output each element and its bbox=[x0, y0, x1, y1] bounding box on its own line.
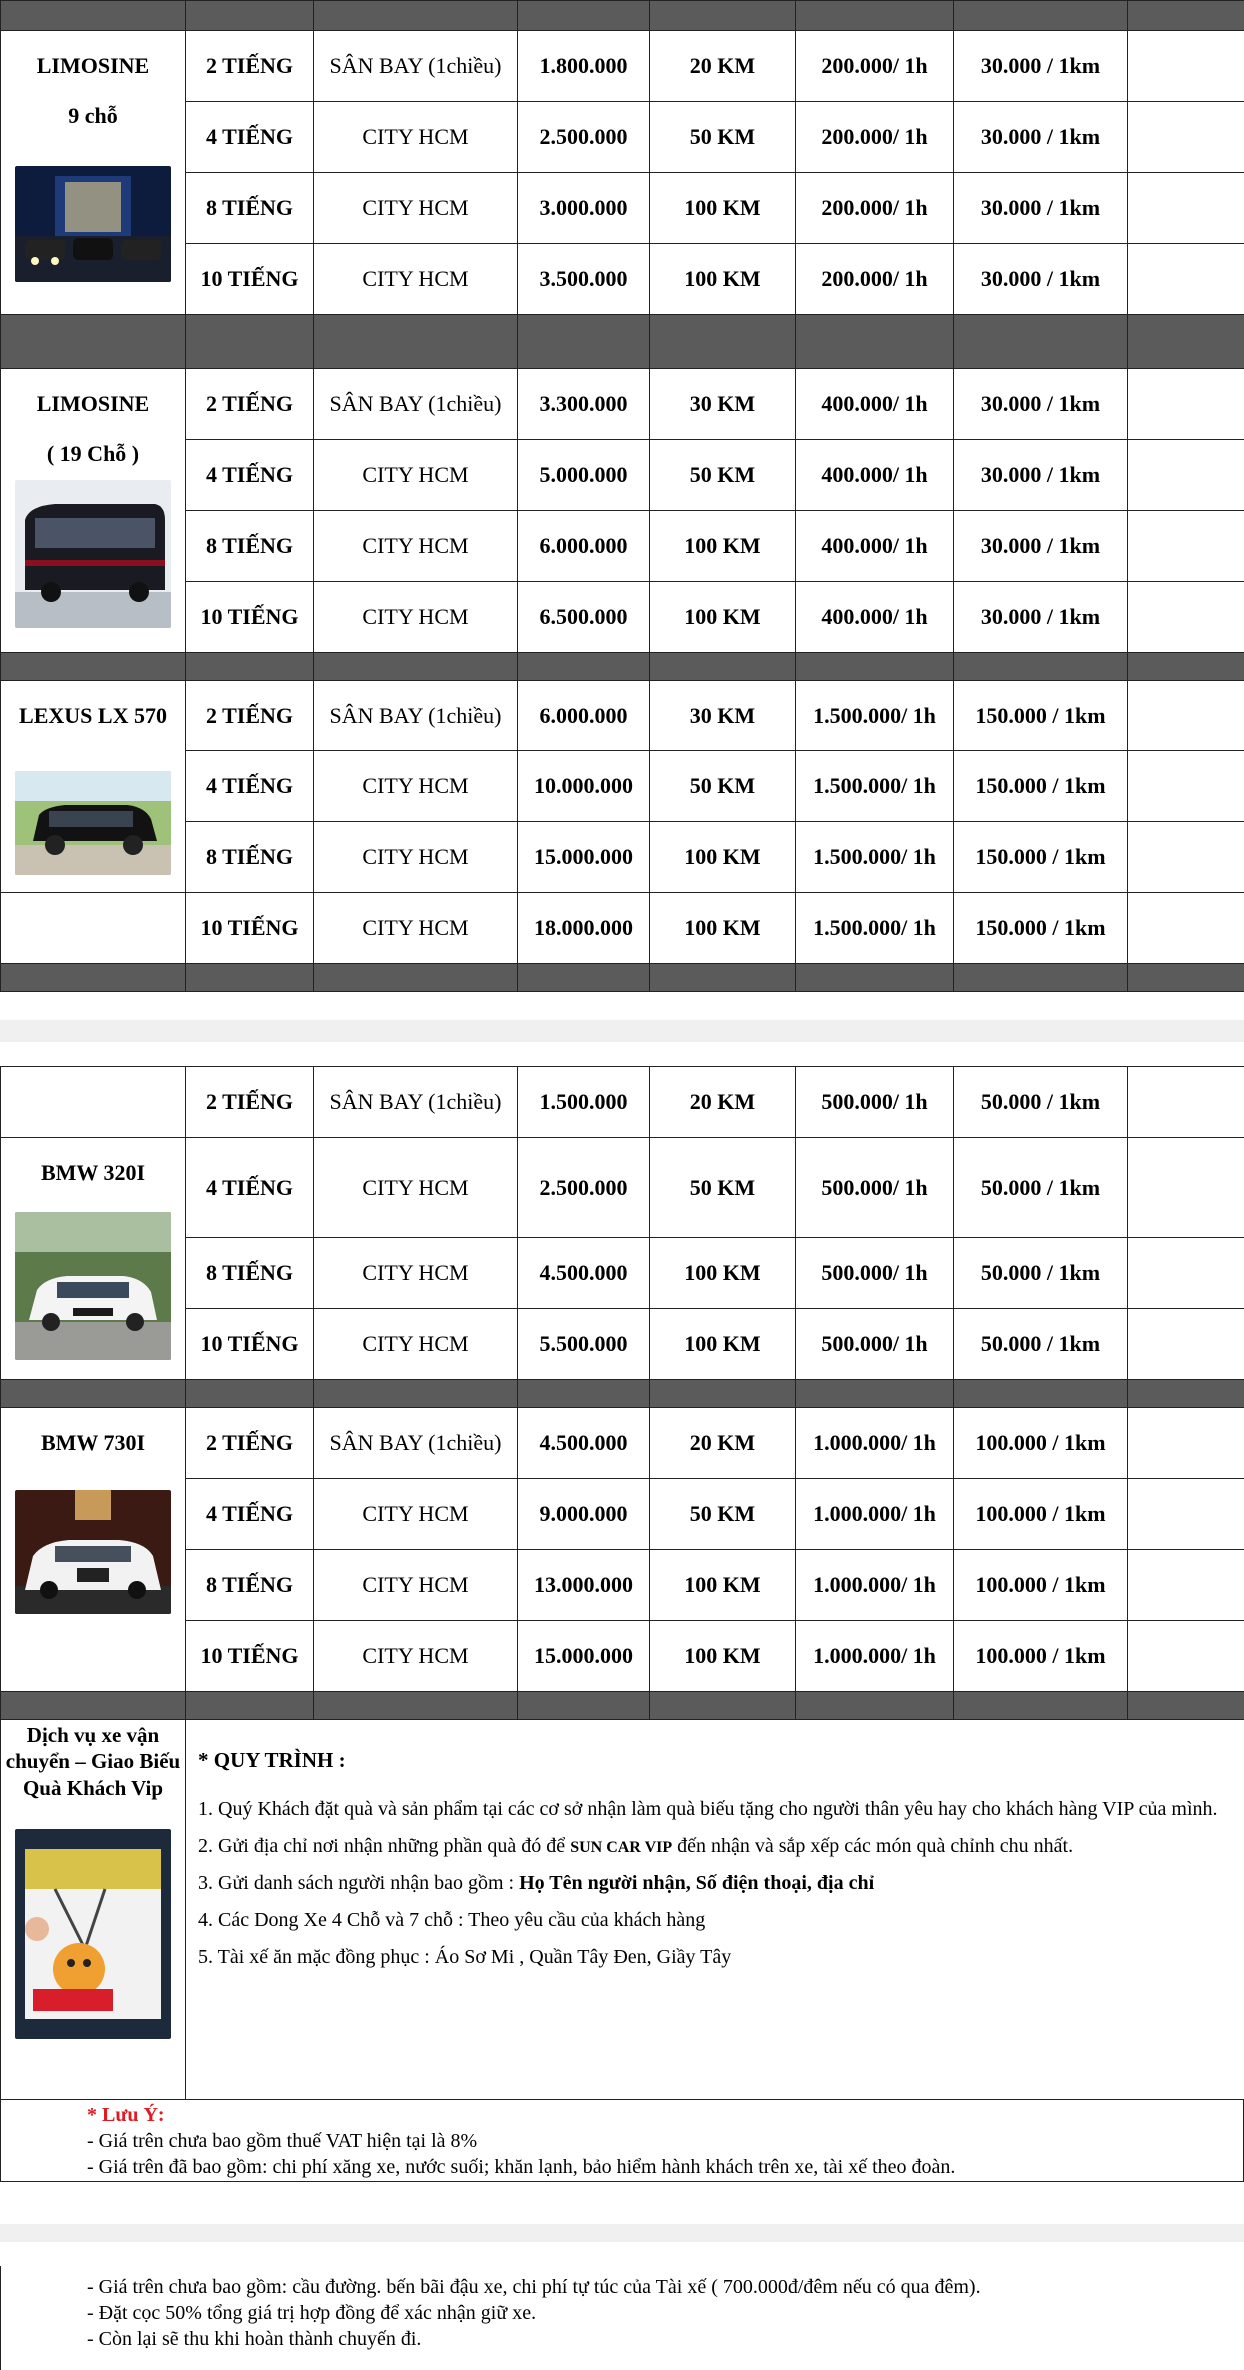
separator-band bbox=[1, 964, 1244, 992]
vehicle-seats: 9 chỗ bbox=[68, 103, 118, 129]
vehicle-cell bbox=[1, 1408, 186, 1692]
table-row bbox=[1, 681, 1244, 751]
table-row bbox=[1, 511, 1244, 582]
extra-hour: 1.000.000/ 1h bbox=[796, 1621, 954, 1692]
distance: 50 KM bbox=[650, 102, 796, 173]
route: SÂN BAY (1chiều) bbox=[314, 31, 518, 102]
price: 3.500.000 bbox=[518, 244, 650, 315]
distance: 20 KM bbox=[650, 1408, 796, 1479]
duration: 2 TIẾNG bbox=[186, 369, 314, 440]
duration: 4 TIẾNG bbox=[186, 751, 314, 822]
price: 9.000.000 bbox=[518, 1479, 650, 1550]
distance: 100 KM bbox=[650, 893, 796, 964]
extra-hour: 1.000.000/ 1h bbox=[796, 1550, 954, 1621]
extra-hour: 400.000/ 1h bbox=[796, 369, 954, 440]
extra-km: 150.000 / 1km bbox=[954, 893, 1128, 964]
extra-km: 30.000 / 1km bbox=[954, 173, 1128, 244]
table-row bbox=[1, 31, 1244, 102]
route: CITY HCM bbox=[314, 244, 518, 315]
note-line: - Giá trên chưa bao gồm thuế VAT hiện tại là 8% bbox=[87, 2130, 478, 2152]
extra-km: 150.000 / 1km bbox=[954, 751, 1128, 822]
duration: 4 TIẾNG bbox=[186, 1138, 314, 1238]
duration: 10 TIẾNG bbox=[186, 1621, 314, 1692]
duration: 10 TIẾNG bbox=[186, 1309, 314, 1380]
page-gap bbox=[0, 1020, 1244, 1042]
gift-service-cell bbox=[1, 1720, 186, 2100]
extra-hour: 1.500.000/ 1h bbox=[796, 822, 954, 893]
process-step-3: 3. Gửi danh sách người nhận bao gồm : Họ Tên người nhận, Số điện thoại, địa chỉ bbox=[198, 1872, 875, 1895]
extra-hour: 1.500.000/ 1h bbox=[796, 681, 954, 751]
notes-heading: * Lưu Ý: bbox=[87, 2104, 165, 2126]
price-table-2 bbox=[0, 1066, 1244, 2100]
price: 2.500.000 bbox=[518, 102, 650, 173]
duration: 10 TIẾNG bbox=[186, 244, 314, 315]
route: CITY HCM bbox=[314, 1238, 518, 1309]
distance: 100 KM bbox=[650, 1621, 796, 1692]
duration: 8 TIẾNG bbox=[186, 173, 314, 244]
table-row bbox=[1, 1138, 1244, 1238]
gift-service-title: Dịch vụ xe vận chuyển – Giao Biếu Quà Khách Vip bbox=[5, 1723, 181, 1800]
route: CITY HCM bbox=[314, 1479, 518, 1550]
table-row bbox=[1, 1067, 1244, 1138]
price: 5.500.000 bbox=[518, 1309, 650, 1380]
route: CITY HCM bbox=[314, 822, 518, 893]
table-row bbox=[1, 244, 1244, 315]
extra-km: 150.000 / 1km bbox=[954, 822, 1128, 893]
bottom-notes-section bbox=[0, 2266, 1244, 2370]
table-row bbox=[1, 173, 1244, 244]
duration: 4 TIẾNG bbox=[186, 102, 314, 173]
route: SÂN BAY (1chiều) bbox=[314, 681, 518, 751]
duration: 10 TIẾNG bbox=[186, 582, 314, 653]
route: CITY HCM bbox=[314, 1309, 518, 1380]
price: 3.000.000 bbox=[518, 173, 650, 244]
duration: 8 TIẾNG bbox=[186, 822, 314, 893]
extra-hour: 500.000/ 1h bbox=[796, 1067, 954, 1138]
duration: 2 TIẾNG bbox=[186, 1067, 314, 1138]
distance: 100 KM bbox=[650, 822, 796, 893]
note-line: - Giá trên chưa bao gồm: cầu đường. bến bãi đậu xe, chi phí tự túc của Tài xế ( 700.000đ/đêm nếu có qua đêm). bbox=[87, 2276, 981, 2298]
route: CITY HCM bbox=[314, 1138, 518, 1238]
duration: 4 TIẾNG bbox=[186, 1479, 314, 1550]
notes-section bbox=[0, 2100, 1244, 2182]
duration: 4 TIẾNG bbox=[186, 440, 314, 511]
duration: 10 TIẾNG bbox=[186, 893, 314, 964]
price: 5.000.000 bbox=[518, 440, 650, 511]
separator-band bbox=[1, 1692, 1244, 1720]
price: 2.500.000 bbox=[518, 1138, 650, 1238]
table-row bbox=[1, 1621, 1244, 1692]
extra-hour: 200.000/ 1h bbox=[796, 31, 954, 102]
price: 15.000.000 bbox=[518, 822, 650, 893]
route: SÂN BAY (1chiều) bbox=[314, 1408, 518, 1479]
extra-hour: 500.000/ 1h bbox=[796, 1309, 954, 1380]
distance: 20 KM bbox=[650, 1067, 796, 1138]
extra-hour: 1.500.000/ 1h bbox=[796, 751, 954, 822]
route: CITY HCM bbox=[314, 511, 518, 582]
vehicle-cell bbox=[1, 681, 186, 893]
extra-km: 30.000 / 1km bbox=[954, 511, 1128, 582]
duration: 2 TIẾNG bbox=[186, 681, 314, 751]
process-step-2: 2. Gửi địa chỉ nơi nhận những phần quà đó để SUN CAR VIP đến nhận và sắp xếp các món quà chỉnh chu nhất. bbox=[198, 1835, 1074, 1858]
brand-name: SUN CAR VIP bbox=[570, 1839, 673, 1857]
table-row bbox=[1, 1309, 1244, 1380]
extra-km: 100.000 / 1km bbox=[954, 1479, 1128, 1550]
vehicle-name: LIMOSINE bbox=[36, 391, 150, 416]
extra-km: 30.000 / 1km bbox=[954, 102, 1128, 173]
route: CITY HCM bbox=[314, 582, 518, 653]
table-row bbox=[1, 440, 1244, 511]
extra-km: 100.000 / 1km bbox=[954, 1621, 1128, 1692]
extra-km: 150.000 / 1km bbox=[954, 681, 1128, 751]
vehicle-seats: ( 19 Chỗ ) bbox=[46, 441, 140, 467]
gift-box-photo bbox=[15, 1829, 171, 2039]
separator-band bbox=[1, 1380, 1244, 1408]
distance: 50 KM bbox=[650, 751, 796, 822]
lexus-photo bbox=[15, 771, 171, 875]
price: 3.300.000 bbox=[518, 369, 650, 440]
price: 6.500.000 bbox=[518, 582, 650, 653]
vehicle-cell bbox=[1, 1138, 186, 1380]
page-gap bbox=[0, 2224, 1244, 2242]
limousine-9-photo bbox=[15, 166, 171, 282]
process-cell bbox=[186, 1720, 1244, 2100]
distance: 100 KM bbox=[650, 1309, 796, 1380]
extra-hour: 400.000/ 1h bbox=[796, 440, 954, 511]
vehicle-name: LIMOSINE bbox=[36, 53, 150, 78]
route: CITY HCM bbox=[314, 173, 518, 244]
price: 4.500.000 bbox=[518, 1238, 650, 1309]
vehicle-name: BMW 320I bbox=[40, 1160, 146, 1185]
limousine-19-photo bbox=[15, 480, 171, 628]
extra-km: 30.000 / 1km bbox=[954, 582, 1128, 653]
table-row bbox=[1, 1479, 1244, 1550]
distance: 100 KM bbox=[650, 173, 796, 244]
extra-hour: 1.000.000/ 1h bbox=[796, 1479, 954, 1550]
vehicle-cell bbox=[1, 31, 186, 315]
table-row bbox=[1, 369, 1244, 440]
duration: 8 TIẾNG bbox=[186, 511, 314, 582]
price: 6.000.000 bbox=[518, 681, 650, 751]
extra-hour: 400.000/ 1h bbox=[796, 511, 954, 582]
note-line: - Còn lại sẽ thu khi hoàn thành chuyến đi. bbox=[87, 2328, 422, 2350]
table-row bbox=[1, 1550, 1244, 1621]
distance: 100 KM bbox=[650, 582, 796, 653]
bmw-320i-photo bbox=[15, 1212, 171, 1360]
distance: 100 KM bbox=[650, 1550, 796, 1621]
route: CITY HCM bbox=[314, 1550, 518, 1621]
extra-hour: 1.000.000/ 1h bbox=[796, 1408, 954, 1479]
price: 1.500.000 bbox=[518, 1067, 650, 1138]
extra-km: 30.000 / 1km bbox=[954, 369, 1128, 440]
process-step-5: 5. Tài xế ăn mặc đồng phục : Áo Sơ Mi , Quần Tây Đen, Giầy Tây bbox=[198, 1946, 732, 1969]
price: 15.000.000 bbox=[518, 1621, 650, 1692]
extra-hour: 200.000/ 1h bbox=[796, 173, 954, 244]
separator-band bbox=[1, 653, 1244, 681]
extra-hour: 500.000/ 1h bbox=[796, 1138, 954, 1238]
price: 18.000.000 bbox=[518, 893, 650, 964]
price: 4.500.000 bbox=[518, 1408, 650, 1479]
duration: 2 TIẾNG bbox=[186, 31, 314, 102]
price: 13.000.000 bbox=[518, 1550, 650, 1621]
note-line: - Giá trên đã bao gồm: chi phí xăng xe, nước suối; khăn lạnh, bảo hiểm hành khách trên xe, tài xế theo đoàn. bbox=[87, 2156, 956, 2178]
table-row bbox=[1, 1238, 1244, 1309]
duration: 8 TIẾNG bbox=[186, 1550, 314, 1621]
process-heading: * QUY TRÌNH : bbox=[198, 1748, 346, 1772]
duration: 2 TIẾNG bbox=[186, 1408, 314, 1479]
table-row bbox=[1, 1408, 1244, 1479]
route: CITY HCM bbox=[314, 102, 518, 173]
bmw-730i-photo bbox=[15, 1490, 171, 1614]
distance: 30 KM bbox=[650, 681, 796, 751]
process-step-1: 1. Quý Khách đặt quà và sản phẩm tại các cơ sở nhận làm quà biếu tặng cho người thân yêu hay cho khách hàng VIP của mình. bbox=[198, 1798, 1218, 1821]
process-step-4: 4. Các Dong Xe 4 Chỗ và 7 chỗ : Theo yêu cầu của khách hàng bbox=[198, 1909, 706, 1932]
extra-km: 100.000 / 1km bbox=[954, 1408, 1128, 1479]
vehicle-name: LEXUS LX 570 bbox=[19, 703, 167, 728]
price-table-section-2 bbox=[0, 1066, 1244, 2100]
separator-band bbox=[1, 1, 1244, 31]
extra-hour: 400.000/ 1h bbox=[796, 582, 954, 653]
price: 10.000.000 bbox=[518, 751, 650, 822]
extra-km: 30.000 / 1km bbox=[954, 440, 1128, 511]
distance: 100 KM bbox=[650, 511, 796, 582]
table-row bbox=[1, 822, 1244, 893]
note-line: - Đặt cọc 50% tổng giá trị hợp đồng để xác nhận giữ xe. bbox=[87, 2302, 537, 2324]
extra-km: 50.000 / 1km bbox=[954, 1067, 1128, 1138]
extra-km: 50.000 / 1km bbox=[954, 1238, 1128, 1309]
distance: 100 KM bbox=[650, 1238, 796, 1309]
table-row bbox=[1, 893, 1244, 964]
route: CITY HCM bbox=[314, 751, 518, 822]
distance: 50 KM bbox=[650, 1479, 796, 1550]
extra-km: 30.000 / 1km bbox=[954, 31, 1128, 102]
table-row bbox=[1, 751, 1244, 822]
route: CITY HCM bbox=[314, 1621, 518, 1692]
route: CITY HCM bbox=[314, 440, 518, 511]
extra-km: 50.000 / 1km bbox=[954, 1309, 1128, 1380]
distance: 50 KM bbox=[650, 1138, 796, 1238]
distance: 50 KM bbox=[650, 440, 796, 511]
distance: 30 KM bbox=[650, 369, 796, 440]
extra-km: 50.000 / 1km bbox=[954, 1138, 1128, 1238]
table-row bbox=[1, 102, 1244, 173]
route: SÂN BAY (1chiều) bbox=[314, 369, 518, 440]
vehicle-cell bbox=[1, 369, 186, 653]
extra-hour: 500.000/ 1h bbox=[796, 1238, 954, 1309]
extra-km: 100.000 / 1km bbox=[954, 1550, 1128, 1621]
price-table-1 bbox=[0, 0, 1244, 992]
price: 6.000.000 bbox=[518, 511, 650, 582]
duration: 8 TIẾNG bbox=[186, 1238, 314, 1309]
extra-hour: 200.000/ 1h bbox=[796, 102, 954, 173]
price-table-section-1 bbox=[0, 0, 1244, 992]
distance: 100 KM bbox=[650, 244, 796, 315]
distance: 20 KM bbox=[650, 31, 796, 102]
route: CITY HCM bbox=[314, 893, 518, 964]
extra-hour: 1.500.000/ 1h bbox=[796, 893, 954, 964]
price: 1.800.000 bbox=[518, 31, 650, 102]
route: SÂN BAY (1chiều) bbox=[314, 1067, 518, 1138]
separator-band bbox=[1, 315, 1244, 369]
table-row bbox=[1, 582, 1244, 653]
vehicle-name: BMW 730I bbox=[40, 1430, 146, 1455]
gift-service-row bbox=[1, 1720, 1244, 2100]
extra-km: 30.000 / 1km bbox=[954, 244, 1128, 315]
extra-hour: 200.000/ 1h bbox=[796, 244, 954, 315]
